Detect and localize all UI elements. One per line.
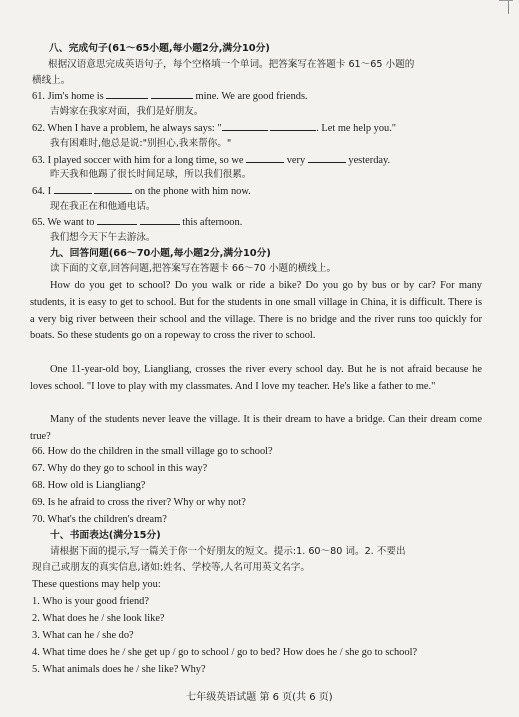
prompt-3: 3. What can he / she do? — [32, 630, 134, 641]
q69: 69. Is he afraid to cross the river? Why or why not? — [32, 497, 246, 508]
section-8-instruction-cont: 横线上。 — [32, 75, 71, 86]
answer-blank[interactable] — [106, 89, 148, 99]
passage-paragraph-1: How do you get to school? Do you walk or ride a bike? Do you go by bus or by car? For many students, it is easy to get to school. But for the students in one small village in China, it is difficult. There is a very big river between their school and the village. There is no bridge and the river runs too quickly for boats. So these students go on a ropeway to cross the river to school. — [30, 280, 482, 342]
q61-cn: 吉姆家在我家对面，我们是好朋友。 — [50, 106, 204, 117]
page-corner-mark-horizontal — [499, 0, 513, 1]
passage-paragraph-2: One 11-year-old boy, Liangliang, crosses the river every school day. But he is not afraid because he loves school. "I love to play with my classmates. And I love my teacher. He's like a father to me." — [30, 364, 482, 392]
q63: 63. I played soccer with him for a long time, so we very yesterday. — [32, 155, 391, 166]
section-9-heading: 九、回答问题(66～70小题,每小题2分,满分10分) — [50, 248, 271, 259]
q62-cn: 我有困难时,他总是说:"别担心,我来帮你。" — [50, 138, 232, 149]
answer-blank[interactable] — [246, 153, 284, 163]
page-footer: 七年级英语试题 第 6 页(共 6 页) — [186, 692, 333, 703]
q63-cn: 昨天我和他踢了很长时间足球，所以我们很累。 — [50, 169, 252, 180]
answer-blank[interactable] — [140, 215, 180, 225]
q65: 65. We want to this afternoon. — [32, 217, 243, 228]
answer-blank[interactable] — [222, 121, 268, 131]
q66: 66. How do the children in the small village go to school? — [32, 446, 273, 457]
section-10-instruction-cont: 现自己或朋友的真实信息,诸如:姓名、学校等,人名可用英文名字。 — [32, 562, 310, 573]
prompt-4: 4. What time does he / she get up / go to school / go to bed? How does he / she go to school? — [32, 647, 418, 658]
prompt-5: 5. What animals does he / she like? Why? — [32, 664, 206, 675]
answer-blank[interactable] — [270, 121, 316, 131]
q68: 68. How old is Liangliang? — [32, 480, 146, 491]
answer-blank[interactable] — [54, 184, 92, 194]
prompt-intro: These questions may help you: — [32, 579, 161, 590]
section-9-instruction: 读下面的文章,回答问题,把答案写在答题卡 66～70 小题的横线上。 — [50, 263, 337, 274]
section-8-instruction: 根据汉语意思完成英语句子，每个空格填一个单词。把答案写在答题卡 61～65 小题的 — [48, 59, 415, 70]
answer-blank[interactable] — [97, 215, 137, 225]
answer-blank[interactable] — [151, 89, 193, 99]
page-corner-mark — [508, 0, 509, 14]
section-10-instruction: 请根据下面的提示,写一篇关于你一个好朋友的短文。提示:1. 60～80 词。2. 不要出 — [50, 546, 406, 557]
passage-paragraph-3: Many of the students never leave the village. It is their dream to have a bridge. Can their dream come true? — [30, 414, 482, 442]
q65-cn: 我们想今天下午去游泳。 — [50, 232, 156, 243]
prompt-1: 1. Who is your good friend? — [32, 596, 149, 607]
q64: 64. I on the phone with him now. — [32, 186, 251, 197]
q70: 70. What's the children's dream? — [32, 514, 167, 525]
q67: 67. Why do they go to school in this way? — [32, 463, 208, 474]
section-8-heading: 八、完成句子(61～65小题,每小题2分,满分10分) — [49, 43, 270, 54]
q62: 62. When I have a problem, he always says: " . Let me help you." — [32, 123, 397, 134]
section-10-heading: 十、书面表达(满分15分) — [50, 530, 161, 541]
q61: 61. Jim's home is mine. We are good friends. — [32, 91, 308, 102]
answer-blank[interactable] — [308, 153, 346, 163]
answer-blank[interactable] — [94, 184, 132, 194]
prompt-2: 2. What does he / she look like? — [32, 613, 165, 624]
q64-cn: 现在我正在和他通电话。 — [50, 201, 156, 212]
